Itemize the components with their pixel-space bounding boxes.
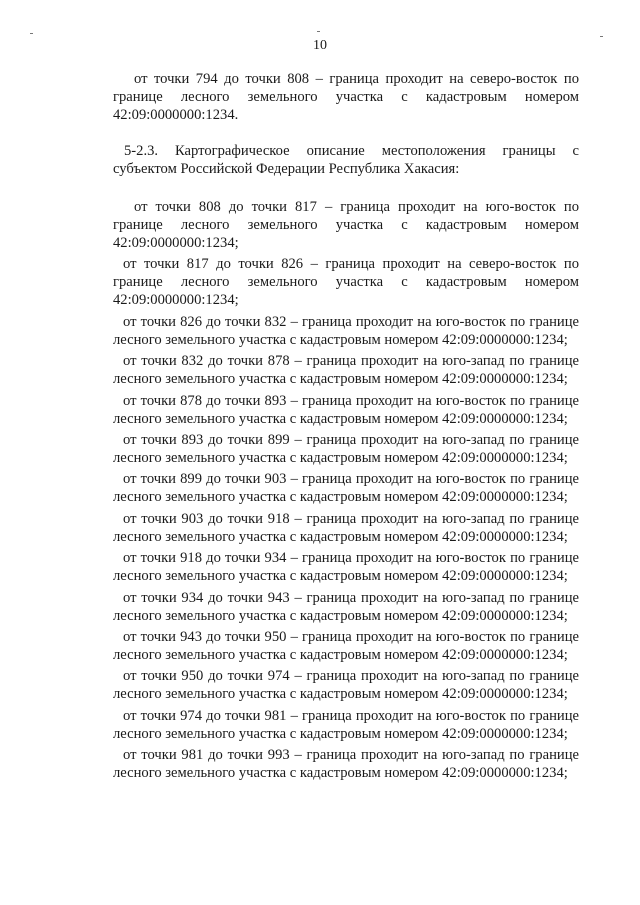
list-item: от точки 826 до точки 832 – граница проходит на юго-восток по границе лесного земельного участка с кадастровым номером 42:09:0000000:1234;	[113, 313, 579, 348]
section-title: 5-2.3. Картографическое описание местоположения границы с субъектом Российской Федерации Республика Хакасия:	[113, 143, 579, 177]
list-item: от точки 943 до точки 950 – граница проходит на юго-восток по границе лесного земельного участка с кадастровым номером 42:09:0000000:1234;	[113, 628, 579, 663]
list-item: от точки 817 до точки 826 – граница проходит на северо-восток по границе лесного земельного участка с кадастровым номером 42:09:0000000:1234;	[113, 256, 579, 309]
page-number: 10	[313, 38, 327, 53]
intro-paragraph: от точки 794 до точки 808 – граница проходит на северо-восток по границе лесного земельного участка с кадастровым номером 42:09:0000000:1234.	[113, 71, 579, 123]
scan-speck	[600, 36, 603, 37]
scan-speck	[317, 31, 320, 32]
list-item: от точки 974 до точки 981 – граница проходит на юго-восток по границе лесного земельного участка с кадастровым номером 42:09:0000000:1234;	[113, 707, 579, 742]
list-item: от точки 950 до точки 974 – граница проходит на юго-запад по границе лесного земельного участка с кадастровым номером 42:09:0000000:1234;	[113, 668, 579, 703]
list-item: от точки 981 до точки 993 – граница проходит на юго-запад по границе лесного земельного участка с кадастровым номером 42:09:0000000:1234;	[113, 747, 579, 782]
list-item: от точки 903 до точки 918 – граница проходит на юго-запад по границе лесного земельного участка с кадастровым номером 42:09:0000000:1234;	[113, 510, 579, 545]
list-item: от точки 808 до точки 817 – граница проходит на юго-восток по границе лесного земельного участка с кадастровым номером 42:09:0000000:1234;	[113, 199, 579, 251]
list-item: от точки 899 до точки 903 – граница проходит на юго-восток по границе лесного земельного участка с кадастровым номером 42:09:0000000:1234;	[113, 471, 579, 506]
list-item: от точки 918 до точки 934 – граница проходит на юго-восток по границе лесного земельного участка с кадастровым номером 42:09:0000000:1234;	[113, 550, 579, 585]
document-body	[113, 70, 579, 785]
list-item: от точки 893 до точки 899 – граница проходит на юго-запад по границе лесного земельного участка с кадастровым номером 42:09:0000000:1234;	[113, 431, 579, 466]
list-item: от точки 832 до точки 878 – граница проходит на юго-запад по границе лесного земельного участка с кадастровым номером 42:09:0000000:1234;	[113, 353, 579, 388]
list-item: от точки 934 до точки 943 – граница проходит на юго-запад по границе лесного земельного участка с кадастровым номером 42:09:0000000:1234;	[113, 589, 579, 624]
scan-speck	[30, 33, 33, 34]
boundary-list	[113, 198, 579, 782]
list-item: от точки 878 до точки 893 – граница проходит на юго-восток по границе лесного земельного участка с кадастровым номером 42:09:0000000:1234;	[113, 392, 579, 427]
